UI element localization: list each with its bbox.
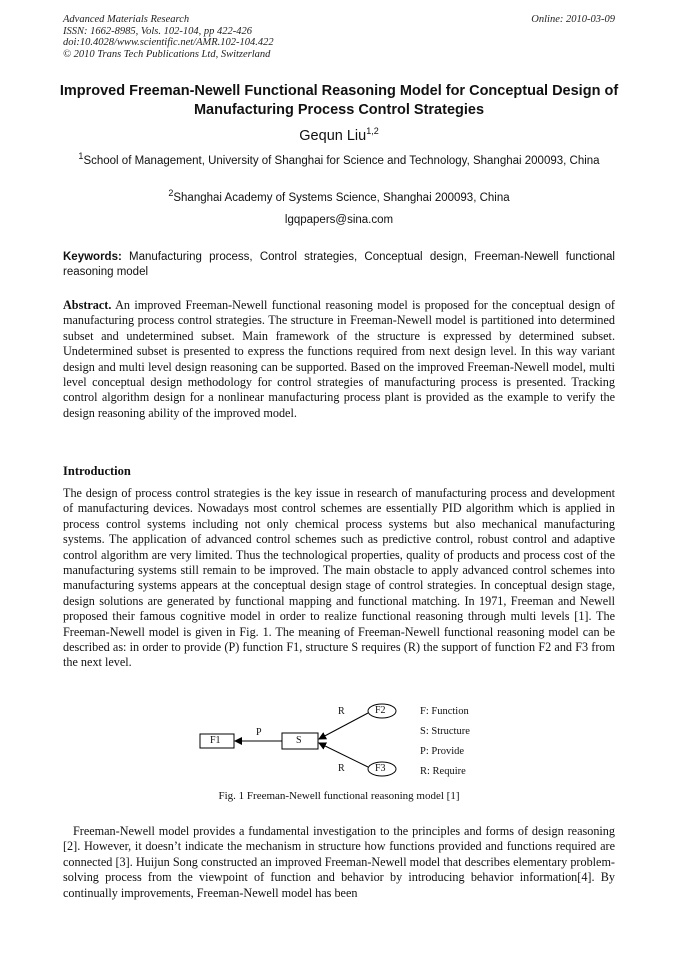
keywords-label: Keywords: (63, 251, 122, 263)
figure-1-legend (420, 702, 470, 782)
legend-function: F: Function (420, 706, 469, 717)
author-superscript: 1,2 (366, 126, 379, 137)
node-f2-label: F2 (375, 705, 386, 716)
keywords (63, 250, 615, 280)
affiliation-1 (63, 151, 615, 169)
legend-provide: P: Provide (420, 746, 465, 757)
node-f3-label: F3 (375, 763, 386, 774)
node-f1-label: F1 (210, 735, 221, 746)
author-email: lgqpapers@sina.com (284, 214, 394, 226)
affiliation-2-superscript: 2 (168, 188, 174, 199)
abstract-label: Abstract. (63, 298, 112, 312)
paper-title: Improved Freeman-Newell Functional Reasoning Model for Conceptual Design of Manufacturing Process Control Strategies (59, 83, 619, 118)
figure-1-caption: Fig. 1 Freeman-Newell functional reasoning model [1] (218, 790, 460, 802)
edge-require-bottom-label: R (338, 763, 345, 774)
journal-doi: doi:10.4028/www.scientific.net/AMR.102-104.422 (63, 37, 274, 48)
keywords-text: Manufacturing process, Control strategies, Conceptual design, Freeman-Newell functional reasoning model (63, 251, 615, 278)
author-line (0, 128, 678, 144)
section-heading-introduction: Introduction (63, 464, 131, 478)
author-name: Gequn Liu (299, 128, 367, 144)
legend-structure: S: Structure (420, 726, 470, 737)
edge-require-top-label: R (338, 706, 345, 717)
edge-provide-label: P (256, 727, 262, 738)
affiliation-2 (63, 188, 615, 206)
journal-copyright: © 2010 Trans Tech Publications Ltd, Switzerland (63, 48, 271, 60)
journal-name: Advanced Materials Research (63, 14, 190, 25)
journal-header (63, 14, 615, 60)
abstract-text: An improved Freeman-Newell functional reasoning model is proposed for the conceptual design of manufacturing process control strategies. The structure in Freeman-Newell model is partitioned into determined subset and undetermined subset. Main framework of the structure is expressed by determined subset. Undetermined subset is presented to express the functions required from next design level. In this way variant design and multi level design reasoning can be supported. Based on the improved Freeman-Newell model, multi level conceptual design methodology for control strategies of manufacturing process is presented. Tracking control algorithm design for a nonlinear manufacturing process plant is provided as the example to verify the design reasoning ability of the improved model. (63, 298, 615, 420)
intro-paragraph-1: The design of process control strategies is the key issue in research of manufacturing process and development of manufacturing devices. Nowadays most control schemes are essentially PID algorithm which is applied in process control systems including not only chemical process systems but also mechanical manufacturing systems. The application of advanced control schemes such as predictive control, robust control and adaptive control algorithm are very limited. Thus the technological properties, quality of products and process cost of the manufacturing systems still remain to be improved. The main obstacle to apply advanced control schemes into manufacturing systems appears at the conceptual design stage of control strategies. In conceptual design stage, design solutions are generated by functional mapping and functional matching. In 1971, Freeman and Newell proposed their famous cognitive model in order to realize functional reasoning through multi levels [1]. The Freeman-Newell model is given in Fig. 1. The meaning of Freeman-Newell functional reasoning model can be described as: in order to provide (P) function F1, structure S requires (R) the support of function F2 and F3 from the next level. (63, 486, 615, 670)
online-date: Online: 2010-03-09 (531, 14, 615, 25)
affiliation-1-superscript: 1 (78, 151, 84, 162)
journal-issn: ISSN: 1662-8985, Vols. 102-104, pp 422-426 (63, 25, 252, 37)
affiliation-2-text: Shanghai Academy of Systems Science, Shanghai 200093, China (173, 192, 510, 204)
intro-paragraph-2: Freeman-Newell model provides a fundamental investigation to the principles and forms of design reasoning [2]. However, it doesn’t indicate the mechanism in structure how functions provided and functions required are connected [3]. Huijun Song constructed an improved Freeman-Newell model that describes elementary problem-solving process from the viewpoint of function and behavior by introducing behavior information[4]. By continually improvements, Freeman-Newell model has been (63, 824, 615, 900)
node-s-label: S (296, 735, 302, 746)
abstract (63, 298, 615, 421)
legend-require: R: Require (420, 766, 466, 777)
affiliation-1-text: School of Management, University of Shanghai for Science and Technology, Shanghai 200093, China (83, 155, 600, 167)
